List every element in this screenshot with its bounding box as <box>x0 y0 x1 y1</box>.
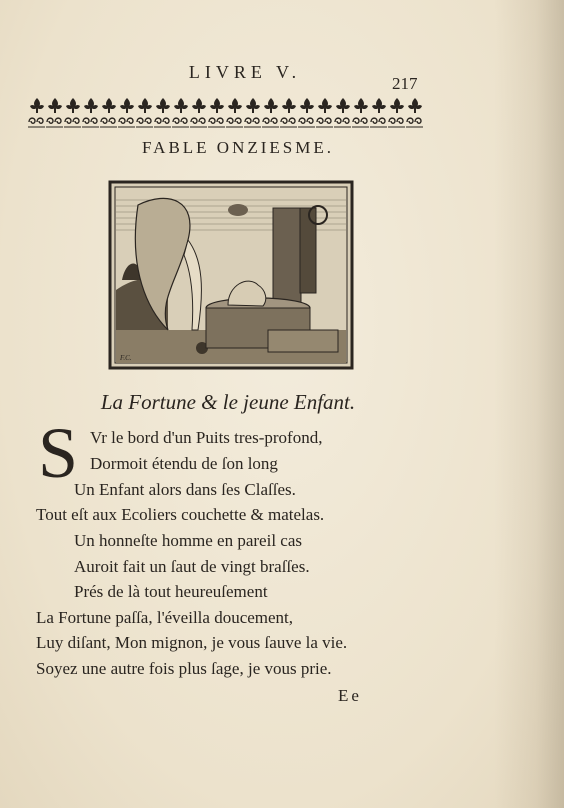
fable-heading: La Fortune & le jeune Enfant. <box>100 390 356 414</box>
verse-line-8: La Fortune paſſa, l'éveilla doucement, <box>36 608 294 627</box>
running-head: LIVRE V. <box>188 62 302 82</box>
verse-line-6: Auroit fait un ſaut de vingt braſſes. <box>74 557 310 576</box>
page-gutter-shadow <box>494 0 564 808</box>
fleuron-ornament-band <box>28 96 428 130</box>
verse-line-5: Un honneſte homme en pareil cas <box>74 531 303 550</box>
fable-engraving <box>108 180 354 370</box>
catchword: Ee <box>338 686 362 705</box>
verse-line-4: Tout eſt aux Ecoliers couchette & matelas. <box>36 505 325 524</box>
drop-cap: S <box>38 413 79 493</box>
verse-line-3: Un Enfant alors dans ſes Claſſes. <box>74 480 296 499</box>
verse-line-10: Soyez une autre fois plus ſage, je vous prie. <box>36 659 332 678</box>
fable-title: FABLE ONZIESME. <box>141 138 334 157</box>
engraving-monogram: F.C. <box>120 354 132 362</box>
verse-line-7: Prés de là tout heureuſement <box>74 582 268 601</box>
verse-line-2: Dormoit étendu de ſon long <box>90 454 278 473</box>
verse-line-1: Vr le bord d'un Puits tres-profond, <box>90 428 323 447</box>
verse-line-9: Luy diſant, Mon mignon, je vous ſauve la vie. <box>36 633 348 652</box>
page-number: 217 <box>392 74 418 93</box>
